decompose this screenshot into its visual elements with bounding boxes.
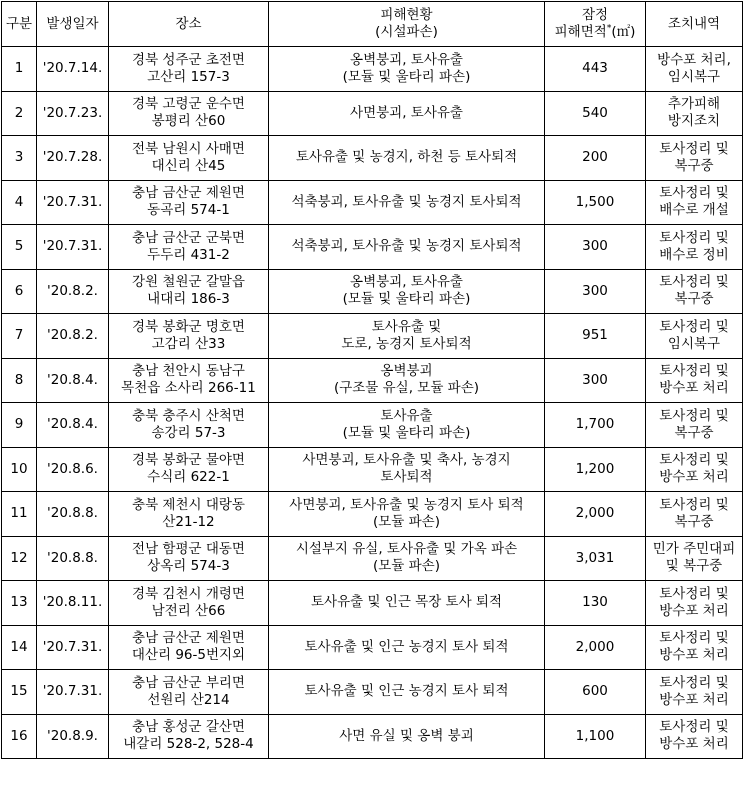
cell-place-line: 수식리 622-1: [147, 469, 230, 486]
cell-area: 300: [545, 358, 646, 403]
cell-action-line: 토사정리 및: [659, 185, 729, 202]
cell-area: 1,100: [545, 714, 646, 759]
table-row: [2, 581, 743, 626]
cell-area: 2,000: [545, 492, 646, 537]
cell-action-line: 방수포 처리,: [657, 51, 731, 68]
cell-place-line: 남전리 산66: [151, 602, 226, 619]
cell-place-line: 내갈리 528-2, 528-4: [123, 736, 254, 753]
cell-place: [109, 269, 269, 314]
cell-no: 14: [2, 625, 37, 670]
cell-area: 951: [545, 314, 646, 359]
cell-no: 9: [2, 403, 37, 448]
cell-no: 4: [2, 180, 37, 225]
header-damage-line1: 피해현황: [380, 7, 433, 23]
cell-damage-line: 사면붕괴, 토사유출 및 농경지 토사 퇴적: [289, 496, 524, 513]
cell-damage-line: 석축붕괴, 토사유출 및 농경지 토사퇴적: [291, 238, 522, 255]
cell-damage: [269, 314, 545, 359]
cell-place: [109, 47, 269, 92]
cell-damage: [269, 91, 545, 136]
cell-place-line: 전북 남원시 사매면: [132, 140, 245, 157]
cell-place: [109, 581, 269, 626]
cell-action: [646, 180, 743, 225]
cell-damage-line: 토사유출 및 인근 농경지 토사 퇴적: [304, 683, 509, 700]
cell-action-line: 토사정리 및: [659, 363, 729, 380]
cell-action-line: 토사정리 및: [659, 452, 729, 469]
cell-date: '20.8.4.: [37, 403, 109, 448]
header-area-line2: [547, 24, 643, 41]
cell-place-line: 충남 금산군 부리면: [132, 674, 245, 691]
cell-damage: [269, 670, 545, 715]
cell-place-line: 충남 금산군 제원면: [132, 630, 245, 647]
cell-action-line: 방수포 처리: [659, 469, 729, 486]
cell-date: '20.8.11.: [37, 581, 109, 626]
cell-place: [109, 403, 269, 448]
cell-place-line: 고감리 산33: [151, 335, 226, 352]
cell-action: [646, 358, 743, 403]
cell-action-line: 민가 주민대피: [652, 541, 736, 558]
table-row: [2, 314, 743, 359]
cell-place: [109, 91, 269, 136]
cell-action-line: 토사정리 및: [659, 140, 729, 157]
header-area-line1: 잠정: [581, 7, 609, 23]
cell-place: [109, 136, 269, 181]
cell-damage: [269, 447, 545, 492]
cell-action: [646, 625, 743, 670]
cell-damage-line: 토사유출 및 인근 농경지 토사 퇴적: [304, 638, 509, 655]
cell-action-line: 방수포 처리: [659, 691, 729, 708]
cell-action-line: 복구중: [674, 513, 714, 530]
cell-place-line: 두두리 431-2: [147, 246, 230, 263]
cell-place-line: 대산리 96-5번지외: [131, 647, 246, 664]
cell-area: 300: [545, 269, 646, 314]
damage-table: [1, 1, 743, 759]
cell-place: [109, 714, 269, 759]
cell-place-line: 경북 봉화군 명호면: [132, 318, 245, 335]
cell-action-line: 및 복구중: [665, 558, 723, 575]
cell-action-line: 추가피해: [667, 96, 721, 113]
cell-place: [109, 536, 269, 581]
cell-action-line: 배수로 개설: [659, 202, 729, 219]
cell-damage-line: 시설부지 유실, 토사유출 및 가옥 파손: [295, 541, 518, 558]
cell-place-line: 경북 봉화군 물야면: [132, 452, 245, 469]
cell-no: 3: [2, 136, 37, 181]
cell-action: [646, 403, 743, 448]
cell-action: [646, 447, 743, 492]
cell-no: 6: [2, 269, 37, 314]
cell-place: [109, 625, 269, 670]
cell-action-line: 방수포 처리: [659, 647, 729, 664]
cell-place-line: 고산리 157-3: [147, 68, 230, 85]
cell-place-line: 충북 제천시 대랑동: [132, 496, 245, 513]
cell-place-line: 전남 함평군 대동면: [132, 541, 245, 558]
cell-damage-line: 토사유출 및: [371, 318, 442, 335]
cell-date: '20.7.31.: [37, 180, 109, 225]
cell-place-line: 대신리 산45: [151, 157, 226, 174]
cell-damage-line: 토사유출: [380, 407, 433, 424]
cell-area: 1,500: [545, 180, 646, 225]
header-action: 조치내역: [646, 2, 743, 47]
cell-date: '20.7.31.: [37, 225, 109, 270]
cell-damage-line: 토사퇴적: [380, 469, 433, 486]
cell-damage: [269, 625, 545, 670]
cell-no: 10: [2, 447, 37, 492]
cell-date: '20.8.4.: [37, 358, 109, 403]
header-row: [2, 2, 743, 47]
cell-action-line: 방지조치: [667, 113, 721, 130]
cell-date: '20.8.2.: [37, 269, 109, 314]
cell-action: [646, 47, 743, 92]
cell-place-line: 상옥리 574-3: [147, 558, 230, 575]
table-row: [2, 47, 743, 92]
table-row: [2, 492, 743, 537]
cell-action-line: 토사정리 및: [659, 229, 729, 246]
cell-action: [646, 581, 743, 626]
cell-damage: [269, 714, 545, 759]
cell-area: 443: [545, 47, 646, 92]
cell-area: 1,200: [545, 447, 646, 492]
cell-area: 300: [545, 225, 646, 270]
cell-action: [646, 714, 743, 759]
cell-date: '20.7.31.: [37, 670, 109, 715]
table-row: [2, 447, 743, 492]
cell-action-line: 토사정리 및: [659, 407, 729, 424]
cell-place-line: 강원 철원군 갈말읍: [132, 274, 245, 291]
cell-action-line: 토사정리 및: [659, 318, 729, 335]
cell-no: 8: [2, 358, 37, 403]
cell-action: [646, 536, 743, 581]
cell-place-line: 충남 홍성군 갈산면: [132, 719, 245, 736]
cell-no: 16: [2, 714, 37, 759]
cell-place: [109, 670, 269, 715]
cell-place-line: 봉평리 산60: [151, 113, 226, 130]
cell-action-line: 토사정리 및: [659, 719, 729, 736]
cell-damage-line: 도로, 농경지 토사퇴적: [341, 335, 472, 352]
cell-place: [109, 314, 269, 359]
cell-place: [109, 447, 269, 492]
cell-action-line: 임시복구: [667, 335, 721, 352]
cell-date: '20.7.23.: [37, 91, 109, 136]
cell-no: 11: [2, 492, 37, 537]
header-area: [545, 2, 646, 47]
cell-damage-line: 사면붕괴, 토사유출: [350, 104, 463, 121]
cell-action-line: 복구중: [674, 424, 714, 441]
cell-action: [646, 314, 743, 359]
cell-damage: [269, 180, 545, 225]
cell-action-line: 토사정리 및: [659, 585, 729, 602]
table-row: [2, 403, 743, 448]
cell-damage-line: (모듈 및 울타리 파손): [342, 291, 471, 308]
header-date: 발생일자: [37, 2, 109, 47]
cell-damage-line: (구조물 유실, 모듈 파손): [333, 380, 480, 397]
cell-date: '20.8.9.: [37, 714, 109, 759]
cell-damage: [269, 47, 545, 92]
cell-place-line: 충남 금산군 군북면: [132, 229, 245, 246]
cell-area: 200: [545, 136, 646, 181]
cell-damage-line: (모듈 및 울타리 파손): [342, 424, 471, 441]
cell-damage-line: 토사유출 및 농경지, 하천 등 토사퇴적: [295, 149, 518, 166]
cell-action-line: 토사정리 및: [659, 630, 729, 647]
cell-place-line: 송강리 57-3: [151, 424, 226, 441]
cell-area: 2,000: [545, 625, 646, 670]
table-row: [2, 91, 743, 136]
cell-place-line: 경북 성주군 초전면: [132, 51, 245, 68]
cell-action-line: 복구중: [674, 291, 714, 308]
cell-damage-line: 석축붕괴, 토사유출 및 농경지 토사퇴적: [291, 193, 522, 210]
cell-date: '20.7.31.: [37, 625, 109, 670]
cell-area: 130: [545, 581, 646, 626]
cell-action-line: 배수로 정비: [659, 246, 729, 263]
cell-damage: [269, 536, 545, 581]
cell-action: [646, 225, 743, 270]
header-area-prefix: 피해면적: [554, 24, 607, 40]
header-damage: [269, 2, 545, 47]
cell-damage: [269, 581, 545, 626]
table-row: [2, 136, 743, 181]
cell-date: '20.8.6.: [37, 447, 109, 492]
cell-action-line: 방수포 처리: [659, 602, 729, 619]
cell-damage: [269, 358, 545, 403]
header-damage-line2: (시설파손): [375, 24, 438, 40]
header-place: 장소: [109, 2, 269, 47]
cell-damage: [269, 269, 545, 314]
cell-damage-line: 토사유출 및 인근 목장 토사 퇴적: [311, 594, 502, 611]
cell-no: 12: [2, 536, 37, 581]
cell-damage-line: 사면붕괴, 토사유출 및 축사, 농경지: [302, 452, 511, 469]
cell-action-line: 토사정리 및: [659, 274, 729, 291]
cell-date: '20.8.2.: [37, 314, 109, 359]
cell-place-line: 경북 김천시 개령면: [132, 585, 245, 602]
cell-place-line: 충남 금산군 제원면: [132, 185, 245, 202]
table-row: [2, 225, 743, 270]
cell-damage-line: (모듈 파손): [373, 513, 440, 530]
cell-no: 7: [2, 314, 37, 359]
cell-place-line: 충북 충주시 산척면: [132, 407, 245, 424]
header-no: 구분: [2, 2, 37, 47]
cell-place-line: 동곡리 574-1: [147, 202, 230, 219]
cell-damage: [269, 225, 545, 270]
cell-action-line: 토사정리 및: [659, 496, 729, 513]
cell-action-line: 복구중: [674, 157, 714, 174]
cell-place-line: 충남 천안시 동남구: [132, 363, 245, 380]
cell-action-line: 임시복구: [667, 68, 721, 85]
cell-date: '20.8.8.: [37, 536, 109, 581]
cell-place: [109, 358, 269, 403]
cell-damage: [269, 492, 545, 537]
table-row: [2, 536, 743, 581]
cell-place-line: 산21-12: [162, 513, 215, 530]
cell-place: [109, 492, 269, 537]
cell-area: 3,031: [545, 536, 646, 581]
cell-action-line: 토사정리 및: [659, 674, 729, 691]
cell-action: [646, 670, 743, 715]
cell-place: [109, 180, 269, 225]
cell-action: [646, 91, 743, 136]
cell-date: '20.8.8.: [37, 492, 109, 537]
cell-action: [646, 492, 743, 537]
cell-date: '20.7.14.: [37, 47, 109, 92]
table-row: [2, 625, 743, 670]
cell-no: 2: [2, 91, 37, 136]
cell-area: 540: [545, 91, 646, 136]
table-row: [2, 714, 743, 759]
cell-damage: [269, 136, 545, 181]
cell-action-line: 방수포 처리: [659, 380, 729, 397]
cell-damage-line: 옹벽붕괴, 토사유출: [350, 274, 463, 291]
cell-damage-line: 사면 유실 및 옹벽 붕괴: [339, 727, 474, 744]
header-area-unit: (㎡): [611, 24, 636, 40]
cell-action: [646, 136, 743, 181]
cell-damage-line: 옹벽붕괴, 토사유출: [350, 51, 463, 68]
cell-damage: [269, 403, 545, 448]
cell-place: [109, 225, 269, 270]
cell-no: 1: [2, 47, 37, 92]
cell-area: 600: [545, 670, 646, 715]
cell-no: 15: [2, 670, 37, 715]
cell-action-line: 방수포 처리: [659, 736, 729, 753]
cell-place-line: 선원리 산214: [147, 691, 230, 708]
cell-place-line: 목천읍 소사리 266-11: [121, 380, 256, 397]
table-row: [2, 269, 743, 314]
cell-place-line: 내대리 186-3: [147, 291, 230, 308]
cell-no: 13: [2, 581, 37, 626]
cell-action: [646, 269, 743, 314]
cell-place-line: 경북 고령군 운수면: [132, 96, 245, 113]
cell-damage-line: (모듈 및 울타리 파손): [342, 68, 471, 85]
table-row: [2, 358, 743, 403]
cell-date: '20.7.28.: [37, 136, 109, 181]
cell-damage-line: (모듈 파손): [373, 558, 440, 575]
cell-damage-line: 옹벽붕괴: [380, 363, 433, 380]
table-row: [2, 670, 743, 715]
cell-area: 1,700: [545, 403, 646, 448]
cell-no: 5: [2, 225, 37, 270]
table-row: [2, 180, 743, 225]
header-area-sup: *: [606, 23, 612, 34]
